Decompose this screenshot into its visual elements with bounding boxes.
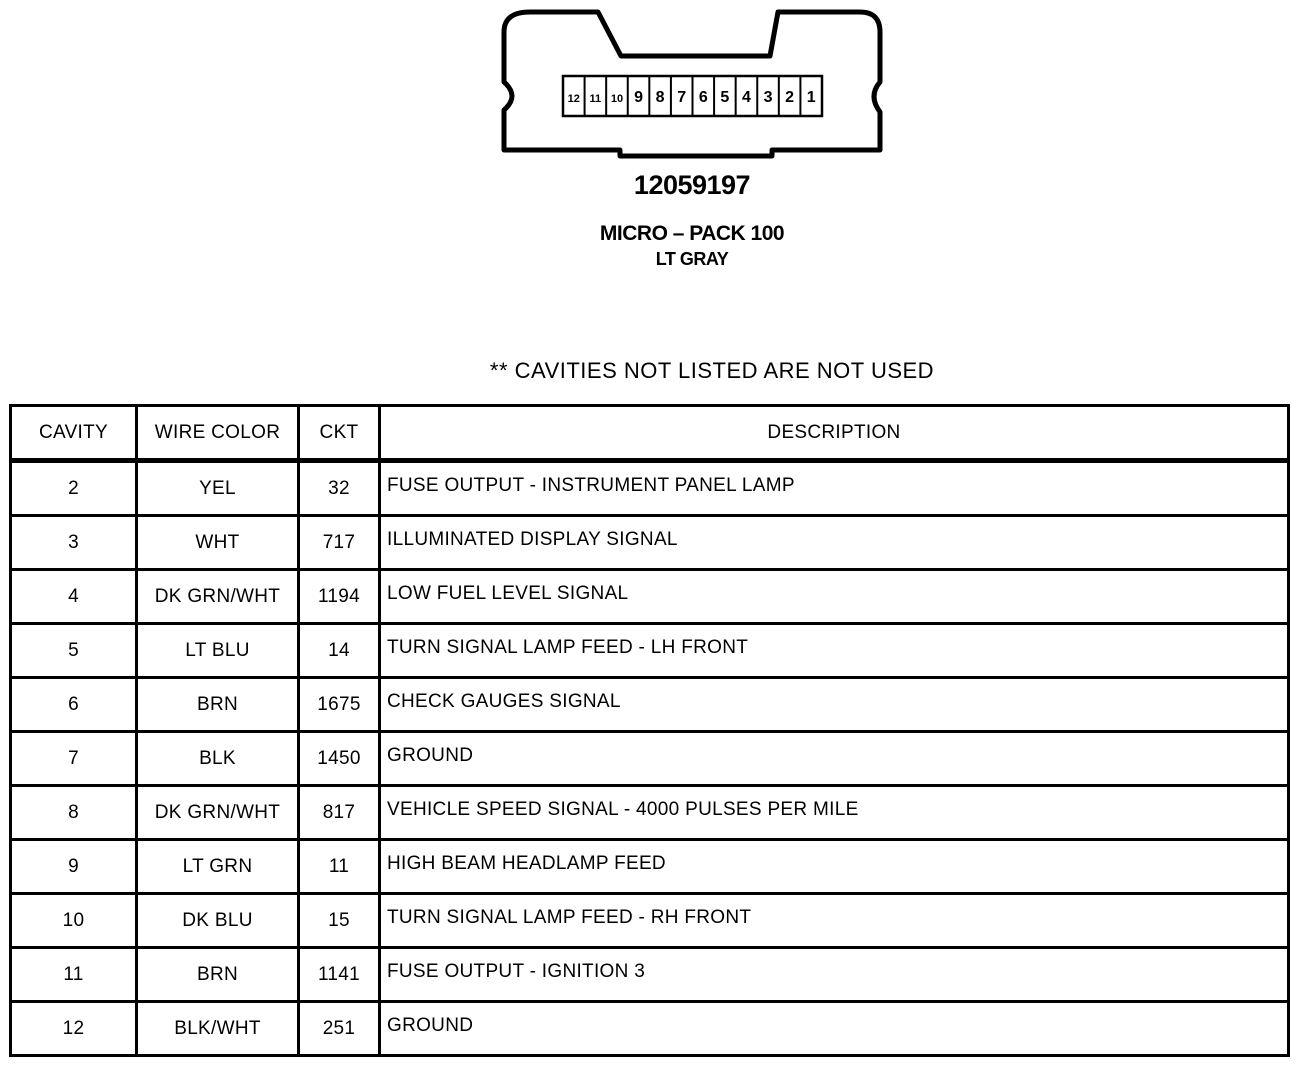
cell-description: TURN SIGNAL LAMP FEED - LH FRONT [380,624,1289,678]
table-row [11,732,1289,786]
connector-part-number: 12059197 [633,170,751,200]
table-row [11,894,1289,948]
cell-description: CHECK GAUGES SIGNAL [380,678,1289,732]
cell-wire-color: DK GRN/WHT [137,570,299,624]
cell-ckt: 717 [299,516,380,570]
cell-wire-color: DK GRN/WHT [137,786,299,840]
cell-ckt: 32 [299,461,380,516]
cell-description: LOW FUEL LEVEL SIGNAL [380,570,1289,624]
pin-label: 6 [698,89,708,106]
cell-cavity: 5 [11,624,137,678]
cell-description: GROUND [380,1002,1289,1056]
cell-description: ILLUMINATED DISPLAY SIGNAL [380,516,1289,570]
table-row [11,1002,1289,1056]
header-cavity: CAVITY [11,406,137,461]
pin-label: 5 [720,89,730,106]
cell-ckt: 15 [299,894,380,948]
cell-wire-color: BRN [137,948,299,1002]
cell-ckt: 11 [299,840,380,894]
pin-label: 9 [634,89,643,106]
cell-wire-color: BLK [137,732,299,786]
pin-label: 10 [610,93,624,105]
cell-wire-color: LT GRN [137,840,299,894]
pin-label: 12 [567,93,580,105]
unused-cavities-note: ** CAVITIES NOT LISTED ARE NOT USED [489,358,935,383]
pin-label: 1 [806,89,816,106]
connector-diagram [0,0,1312,290]
cell-ckt: 1194 [299,570,380,624]
cell-cavity: 2 [11,461,137,516]
cell-wire-color: LT BLU [137,624,299,678]
cell-description: FUSE OUTPUT - INSTRUMENT PANEL LAMP [380,461,1289,516]
pin-label: 8 [655,89,665,106]
pin-label: 4 [742,89,751,106]
connector-color: LT GRAY [655,249,729,269]
table-row [11,516,1289,570]
connector-name: MICRO – PACK 100 [599,222,785,245]
cell-ckt: 1675 [299,678,380,732]
table-body [11,461,1289,1056]
pin-label: 11 [589,93,602,105]
table-row [11,678,1289,732]
cell-ckt: 1450 [299,732,380,786]
cell-ckt: 14 [299,624,380,678]
cell-ckt: 817 [299,786,380,840]
table-row [11,948,1289,1002]
table-row [11,461,1289,516]
cell-description: VEHICLE SPEED SIGNAL - 4000 PULSES PER MILE [380,786,1289,840]
cell-cavity: 12 [11,1002,137,1056]
cell-wire-color: WHT [137,516,299,570]
cell-cavity: 11 [11,948,137,1002]
cell-cavity: 9 [11,840,137,894]
pin-cavities [568,76,816,116]
cell-wire-color: YEL [137,461,299,516]
cell-description: GROUND [380,732,1289,786]
cell-cavity: 7 [11,732,137,786]
cell-wire-color: BRN [137,678,299,732]
pin-label: 7 [677,89,687,106]
table-row [11,570,1289,624]
cell-description: TURN SIGNAL LAMP FEED - RH FRONT [380,894,1289,948]
table-header-row [11,406,1289,461]
cell-cavity: 6 [11,678,137,732]
table-row [11,624,1289,678]
table-row [11,840,1289,894]
header-description: DESCRIPTION [380,406,1289,461]
cell-cavity: 3 [11,516,137,570]
cell-ckt: 251 [299,1002,380,1056]
cell-cavity: 8 [11,786,137,840]
cell-wire-color: DK BLU [137,894,299,948]
pinout-table [9,404,1290,1057]
header-ckt: CKT [299,406,380,461]
cell-description: FUSE OUTPUT - IGNITION 3 [380,948,1289,1002]
cell-cavity: 10 [11,894,137,948]
cell-cavity: 4 [11,570,137,624]
table-row [11,786,1289,840]
header-wire-color: WIRE COLOR [137,406,299,461]
cell-ckt: 1141 [299,948,380,1002]
pin-label: 2 [785,89,795,106]
cell-wire-color: BLK/WHT [137,1002,299,1056]
pin-label: 3 [763,89,773,106]
cell-description: HIGH BEAM HEADLAMP FEED [380,840,1289,894]
